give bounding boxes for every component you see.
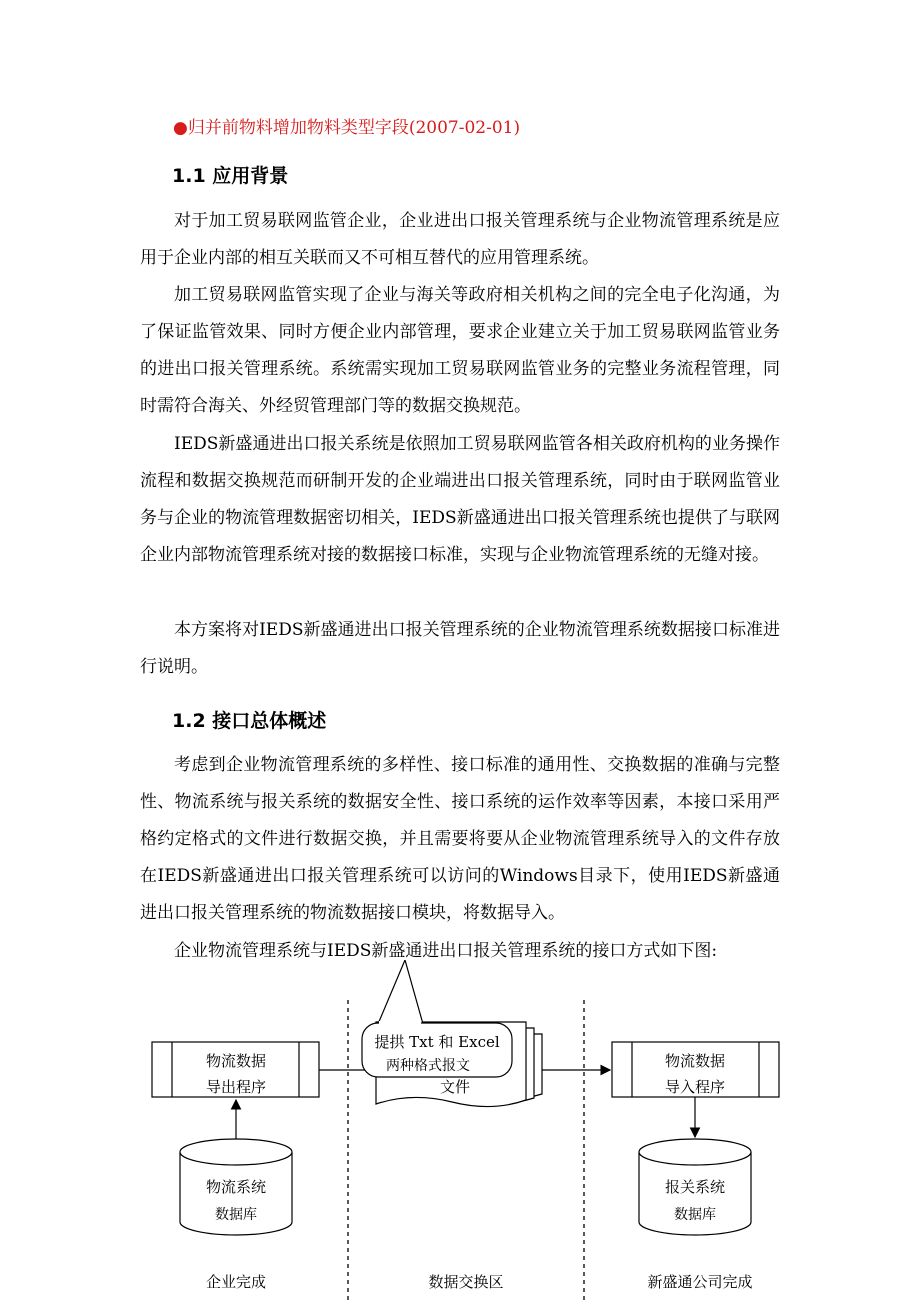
paragraph: 企业物流管理系统与IEDS新盛通进出口报关管理系统的接口方式如下图: — [174, 941, 718, 961]
customs-db-label: 报关系统 — [664, 1178, 726, 1196]
customs-db-label: 数据库 — [674, 1207, 716, 1223]
paragraph: 本方案将对IEDS新盛通进出口报关管理系统的企业物流管理系统数据接口标准进行说明。 — [140, 620, 780, 677]
export-program-box — [152, 1042, 319, 1097]
import-program-label: 物流数据 — [664, 1052, 726, 1070]
paragraph: IEDS新盛通进出口报关系统是依照加工贸易联网监管各相关政府机构的业务操作流程和数据交换规范而研制开发的企业端进出口报关管理系统，同时由于联网监管业务与企业的物流管理数据密切相关，IEDS新盛通进出口报关管理系统也提供了与联网企业内部物流管理系统对接的数据接口标准，实现与企业物流管理系统的无缝对接。 — [140, 434, 780, 565]
paragraph: 考虑到企业物流管理系统的多样性、接口标准的通用性、交换数据的准确与完整性、物流系统与报关系统的数据安全性、接口系统的运作效率等因素，本接口采用严格约定格式的文件进行数据交换，并且需要将要从企业物流管理系统导入的文件存放在IEDS新盛通进出口报关管理系统可以访问的Windows目录下，使用IEDS新盛通进出口报关管理系统的物流数据接口模块，将数据导入。 — [140, 755, 780, 923]
logistics-db-label: 物流系统 — [205, 1178, 267, 1196]
section-heading-1-1: 1.1 应用背景 — [172, 165, 289, 187]
import-program-label: 导入程序 — [664, 1078, 726, 1096]
zone-label-exchange: 数据交换区 — [428, 1273, 504, 1291]
export-program-label: 物流数据 — [205, 1052, 267, 1070]
paragraph: 加工贸易联网监管实现了企业与海关等政府相关机构之间的完全电子化沟通，为了保证监管效果、同时方便企业内部管理，要求企业建立关于加工贸易联网监管业务的进出口报关管理系统。系统需实现加工贸易联网监管业务的完整业务流程管理，同时需符合海关、外经贸管理部门等的数据交换规范。 — [140, 285, 780, 416]
interface-diagram — [0, 960, 920, 1302]
paragraph: 对于加工贸易联网监管企业，企业进出口报关管理系统与企业物流管理系统是应用于企业内部的相互关联而又不可相互替代的应用管理系统。 — [140, 211, 780, 268]
callout-bubble — [362, 960, 512, 1077]
callout-text: 提拱 Txt 和 Excel — [374, 1033, 500, 1051]
export-program-label: 导出程序 — [205, 1078, 267, 1096]
section-heading-1-2: 1.2 接口总体概述 — [172, 710, 327, 732]
logistics-db-label: 数据库 — [215, 1207, 257, 1223]
file-label: 文件 — [439, 1078, 471, 1096]
import-program-box — [612, 1042, 779, 1097]
revision-note: ●归并前物料增加物料类型字段(2007-02-01) — [173, 118, 521, 138]
zone-label-enterprise: 企业完成 — [205, 1273, 267, 1291]
zone-label-vendor: 新盛通公司完成 — [647, 1273, 753, 1291]
logistics-database-cylinder — [180, 1139, 292, 1235]
customs-database-cylinder — [639, 1139, 751, 1235]
callout-text: 两种格式报文 — [386, 1058, 470, 1074]
